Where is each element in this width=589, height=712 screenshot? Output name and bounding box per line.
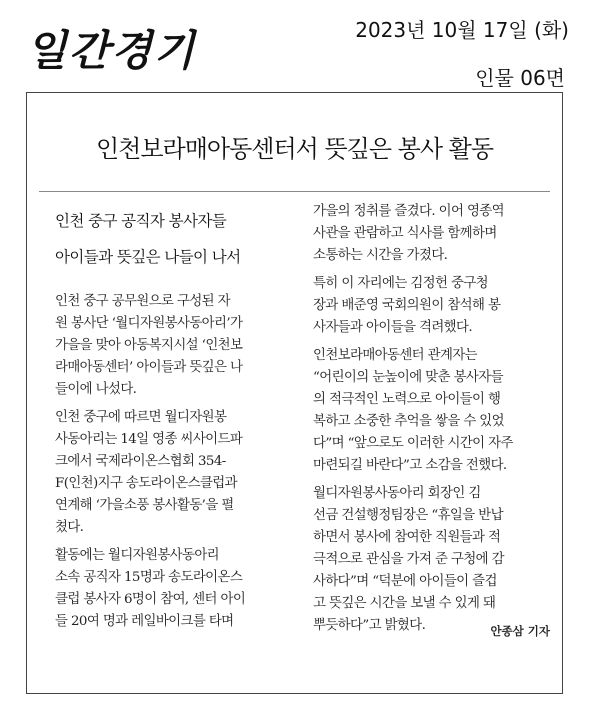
article-body-left — [55, 291, 287, 633]
article-clipping — [26, 92, 563, 694]
body-text-line: 고 뜻깊은 시간을 보낼 수 있게 돼 — [313, 596, 496, 611]
body-text-line: 소속 공직자 15명과 송도라이온스 — [55, 570, 243, 585]
article-headline: 인천보라매아동센터서 뜻깊은 봉사 활동 — [95, 135, 493, 163]
body-text-line: 사자들과 아이들을 격려했다. — [313, 320, 472, 335]
body-text-line: 소통하는 시간을 가졌다. — [313, 248, 448, 263]
body-text-line: 특히 이 자리에는 김정헌 중구청 — [313, 276, 488, 291]
body-text-line: 사동아리는 14일 영종 씨사이드파 — [55, 432, 243, 447]
body-text-line: 의 적극적인 노력으로 아이들이 행 — [313, 392, 501, 407]
body-text-line: 선금 건설행정팀장은 “휴일을 반납 — [313, 508, 503, 523]
body-text-line: 들 20여 명과 레일바이크를 타며 — [55, 614, 234, 629]
article-column-left — [55, 203, 287, 633]
body-text-line: F(인천)지구 송도라이온스클럽과 — [55, 476, 237, 491]
body-text-line: 인천보라매아동센터 관계자는 — [313, 348, 478, 363]
body-text-line: “어린이의 눈높이에 맞춘 봉사자들 — [313, 370, 503, 385]
body-text-line: 인천 중구에 따르면 월디자원봉 — [55, 410, 227, 425]
body-text-line: 가을을 맞아 아동복지시설 ‘인천보 — [55, 338, 243, 353]
body-text-line: 라매아동센터’ 아이들과 뜻깊은 나 — [55, 360, 243, 375]
body-text-line: 들이에 나섰다. — [55, 382, 137, 397]
body-text-line: 사관을 관람하고 식사를 함께하며 — [313, 226, 497, 241]
body-text-line: 하면서 봉사에 참여한 직원들과 적 — [313, 530, 501, 545]
page-section: 인물 06면 — [475, 66, 565, 90]
headline-divider — [39, 191, 550, 192]
article-subheadline — [55, 203, 287, 275]
body-text-line: 쳤다. — [55, 520, 84, 535]
article-body-right — [313, 201, 557, 637]
body-text-line: 월디자원봉사동아리 회장인 김 — [313, 486, 481, 501]
body-text-line: 클럽 봉사자 6명이 참여, 센터 아이 — [55, 592, 246, 607]
subheadline-line-2: 아이들과 뜻깊은 나들이 나서 — [55, 248, 241, 266]
body-text-line: 마련되길 바란다”고 소감을 전했다. — [313, 458, 507, 473]
body-text-line: 연계해 ‘가을소풍 봉사활동’을 펼 — [55, 498, 234, 513]
body-text-line: 크에서 국제라이온스협회 354- — [55, 454, 226, 469]
body-text-line: 가을의 정취를 즐겼다. 이어 영종역 — [313, 204, 504, 219]
body-text-line: 원 봉사단 ‘월디자원봉사동아리’가 — [55, 316, 243, 331]
body-text-line: 사하다”며 “덕분에 아이들이 즐겁 — [313, 574, 497, 589]
body-text-line: 복하고 소중한 추억을 쌓을 수 있었 — [313, 414, 504, 429]
body-text-line: 활동에는 월디자원봉사동아리 — [55, 548, 220, 563]
publication-date: 2023년 10월 17일 (화) — [355, 18, 569, 42]
article-byline: 안종삼 기자 — [490, 624, 550, 638]
subheadline-line-1: 인천 중구 공직자 봉사자들 — [55, 212, 227, 230]
body-text-line: 극적으로 관심을 가져 준 구청에 감 — [313, 552, 504, 567]
article-column-right — [313, 201, 557, 637]
body-text-line: 인천 중구 공무원으로 구성된 자 — [55, 294, 230, 309]
body-text-line: 뿌듯하다”고 밝혔다. — [313, 618, 426, 633]
masthead-logo: 일간경기 — [26, 26, 197, 75]
body-text-line: 장과 배준영 국회의원이 참석해 봉 — [313, 298, 501, 313]
body-text-line: 다”며 “앞으로도 이러한 시간이 자주 — [313, 436, 513, 451]
